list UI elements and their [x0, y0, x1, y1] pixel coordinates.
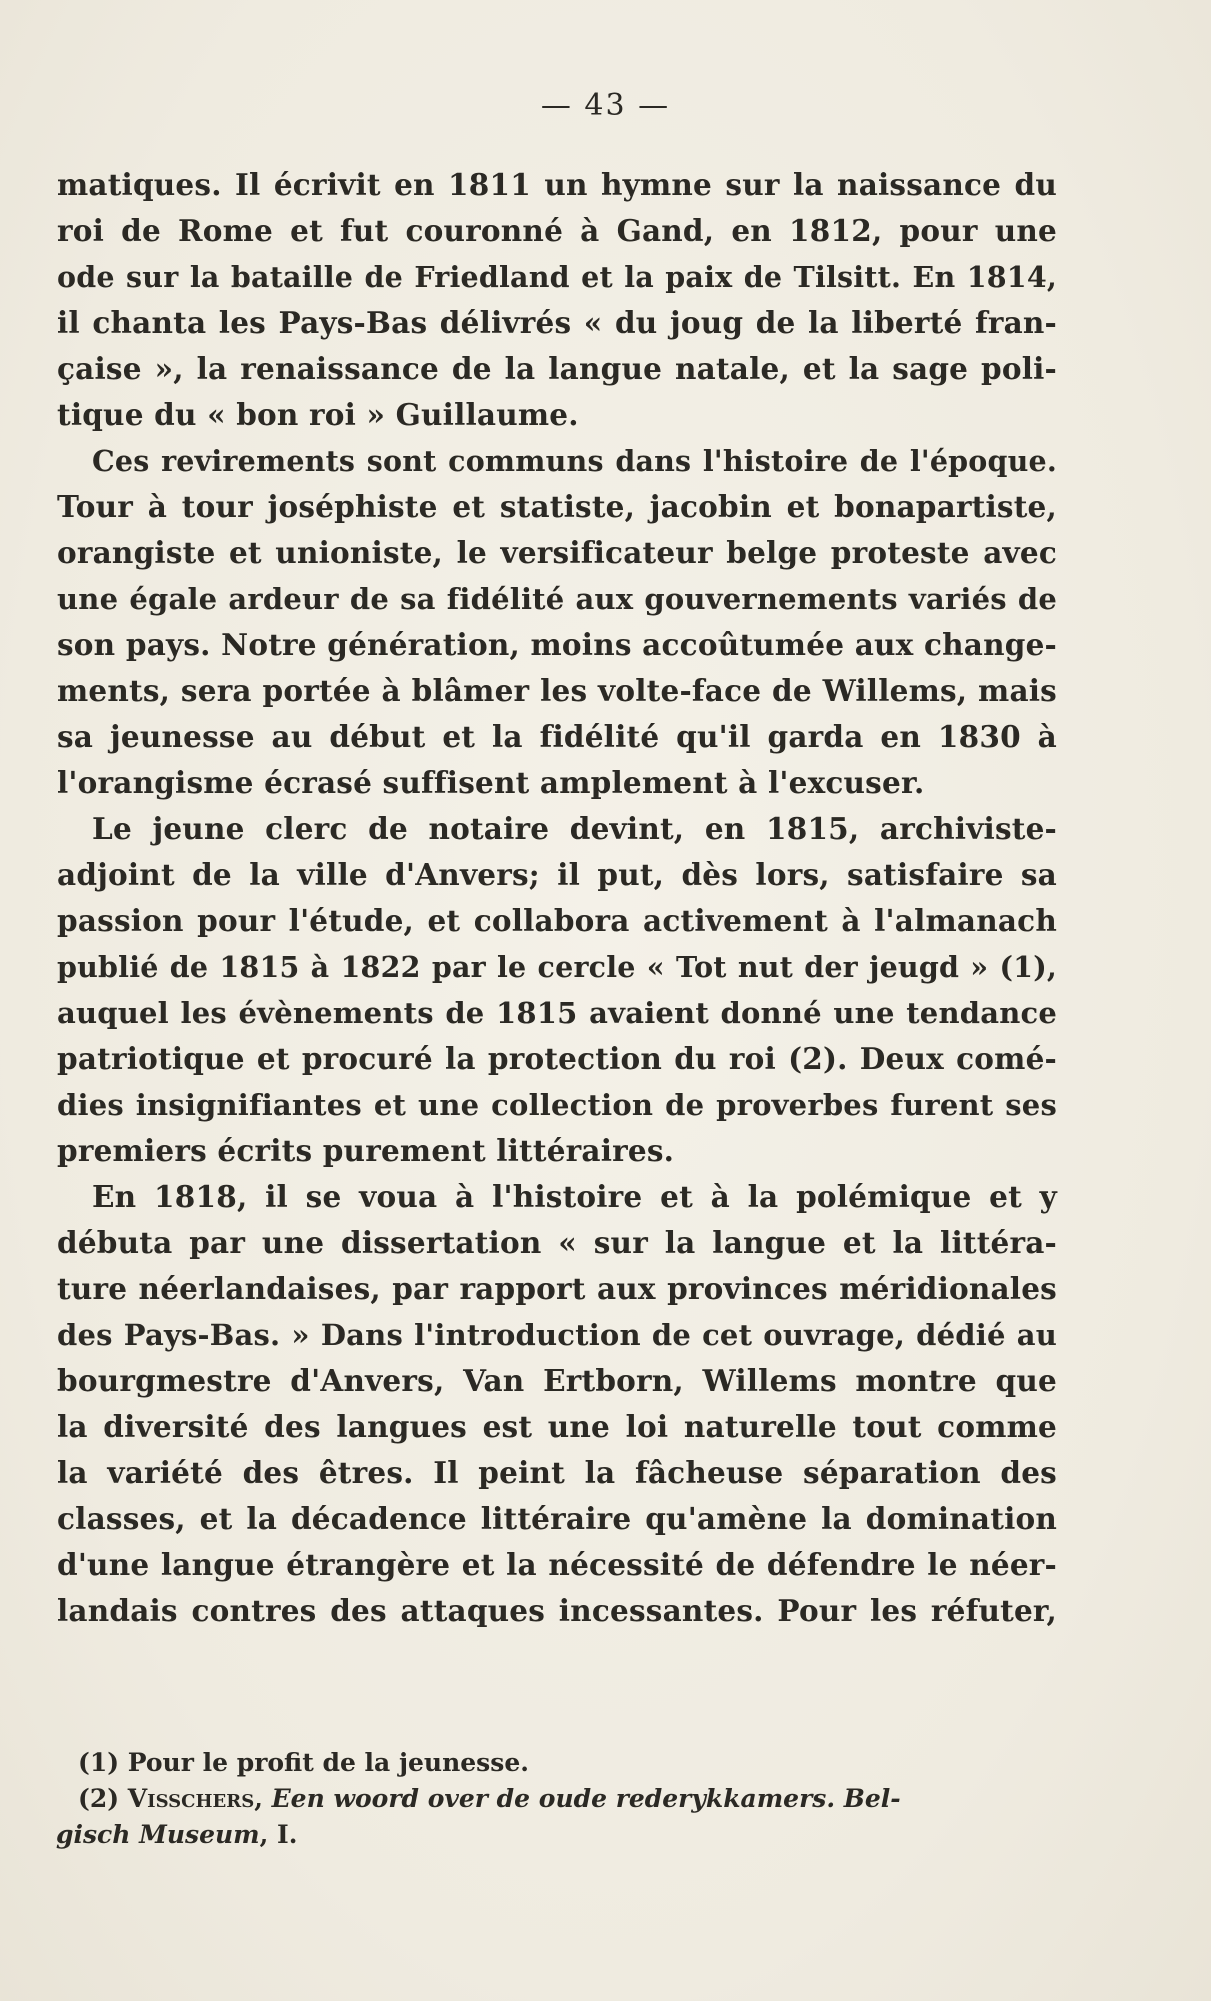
footnotes	[56, 1745, 1058, 1853]
text-line: ture néerlandaises, par rapport aux provinces méridionales	[57, 1271, 1057, 1306]
text-line: d'une langue étrangère et la nécessité de défendre le néer-	[57, 1547, 1057, 1582]
text-line: patriotique et procuré la protection du roi (2). Deux comé-	[57, 1041, 1057, 1076]
text-line: la diversité des langues est une loi naturelle tout comme	[57, 1409, 1057, 1444]
text-line: adjoint de la ville d'Anvers; il put, dès lors, satisfaire sa	[57, 857, 1057, 892]
text-line: ments, sera portée à blâmer les volte-face de Willems, mais	[57, 673, 1057, 708]
text-line: sa jeunesse au début et la fidélité qu'il garda en 1830 à	[57, 719, 1057, 754]
body-text	[57, 162, 1057, 1634]
text-line: premiers écrits purement littéraires.	[57, 1133, 675, 1168]
text-line: Tour à tour joséphiste et statiste, jacobin et bonapartiste,	[57, 489, 1057, 524]
text-line: tique du « bon roi » Guillaume.	[57, 397, 579, 432]
text-line: ode sur la bataille de Friedland et la paix de Tilsitt. En 1814,	[57, 260, 1057, 294]
text-line: passion pour l'étude, et collabora activement à l'almanach	[57, 903, 1057, 938]
text-line: Le jeune clerc de notaire devint, en 1815, archiviste-	[92, 811, 1057, 846]
text-line: l'orangisme écrasé suffisent amplement à l'excuser.	[57, 765, 925, 800]
text-line: débuta par une dissertation « sur la langue et la littéra-	[57, 1225, 1057, 1260]
footnote-2-journal: gisch Museum	[56, 1820, 260, 1849]
text-line: En 1818, il se voua à l'histoire et à la polémique et y	[92, 1179, 1057, 1214]
text-line: matiques. Il écrivit en 1811 un hymne sur la naissance du	[57, 167, 1057, 202]
text-line: classes, et la décadence littéraire qu'amène la domination	[57, 1501, 1057, 1536]
footnote-2-continuation	[56, 1817, 1058, 1853]
text-line: landais contres des attaques incessantes. Pour les réfuter,	[57, 1593, 1057, 1628]
text-line: Ces revirements sont communs dans l'histoire de l'époque.	[92, 444, 1057, 478]
text-line: une égale ardeur de sa fidélité aux gouvernements variés de	[57, 582, 1057, 616]
text-line: çaise », la renaissance de la langue natale, et la sage poli-	[57, 351, 1057, 386]
page-number: — 43 —	[540, 88, 671, 123]
text-line: roi de Rome et fut couronné à Gand, en 1812, pour une	[57, 213, 1057, 248]
text-line: dies insignifiantes et une collection de proverbes furent ses	[57, 1088, 1057, 1122]
text-line: orangiste et unioniste, le versificateur belge proteste avec	[57, 535, 1057, 570]
text-line: son pays. Notre génération, moins accoûtumée aux change-	[57, 627, 1057, 662]
footnote-2-end: , I.	[259, 1820, 298, 1849]
footnote-1: (1) Pour le profit de la jeunesse.	[78, 1748, 529, 1777]
footnote-2-separator: ,	[254, 1784, 272, 1813]
text-line: publié de 1815 à 1822 par le cercle « Tot nut der jeugd » (1),	[57, 950, 1057, 984]
footnote-2-author: Visschers	[127, 1784, 255, 1813]
text-line: bourgmestre d'Anvers, Van Ertborn, Willems montre que	[57, 1363, 1057, 1398]
text-line: des Pays-Bas. » Dans l'introduction de cet ouvrage, dédié au	[57, 1318, 1057, 1352]
text-line: auquel les évènements de 1815 avaient donné une tendance	[57, 996, 1057, 1030]
footnote-2-number: (2)	[78, 1784, 128, 1813]
footnote-2-title: Een woord over de oude rederykkamers. Bel-	[271, 1784, 901, 1813]
text-line: la variété des êtres. Il peint la fâcheuse séparation des	[57, 1455, 1057, 1490]
footnote-2	[78, 1781, 1058, 1817]
text-line: il chanta les Pays-Bas délivrés « du joug de la liberté fran-	[57, 305, 1057, 340]
